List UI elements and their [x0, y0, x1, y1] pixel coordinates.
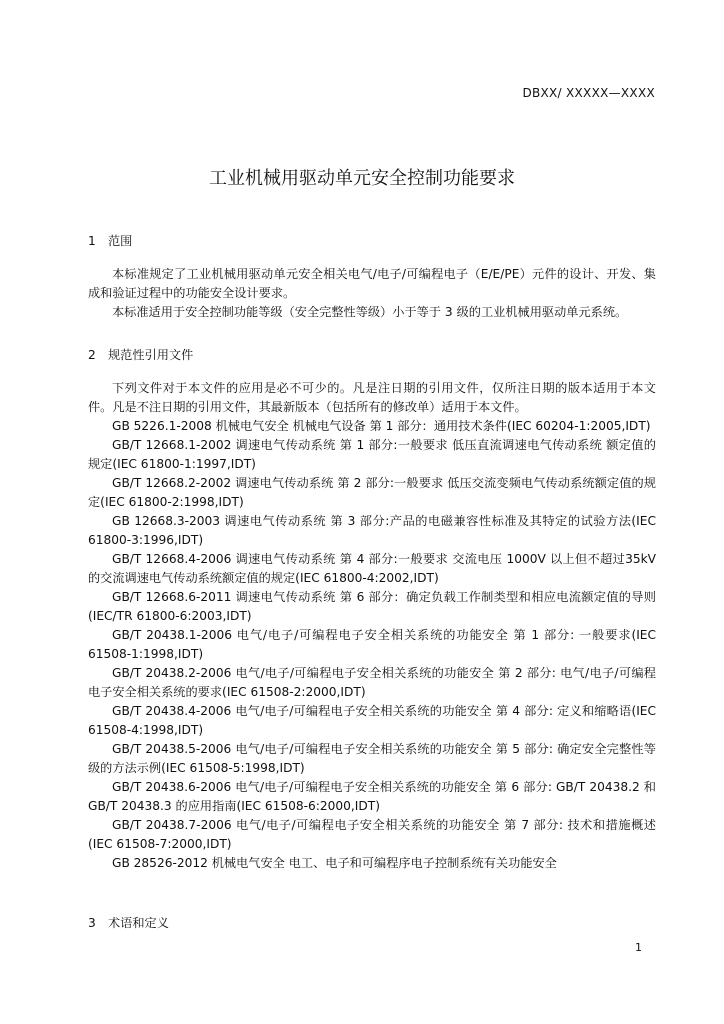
- references-body: [88, 379, 656, 873]
- scope-body: [88, 265, 656, 322]
- page-number: 1: [635, 941, 642, 954]
- reference-item: GB/T 20438.6-2006 电气/电子/可编程电子安全相关系统的功能安全 第 6 部分: GB/T 20438.2 和 GB/T 20438.3 的应用指南(IEC 61508-6:2000,IDT): [88, 780, 656, 813]
- scope-paragraph: 本标准规定了工业机械用驱动单元安全相关电气/电子/可编程电子（E/E/PE）元件的设计、开发、集成和验证过程中的功能安全设计要求。: [88, 267, 656, 300]
- reference-item: GB 12668.3-2003 调速电气传动系统 第 3 部分:产品的电磁兼容性标准及其特定的试验方法(IEC 61800-3:1996,IDT): [88, 514, 656, 547]
- reference-item: GB 5226.1-2008 机械电气安全 机械电气设备 第 1 部分：通用技术条件(IEC 60204-1:2005,IDT): [112, 419, 651, 433]
- section-number: 3: [88, 916, 96, 930]
- section-title: 范围: [108, 234, 133, 248]
- reference-item: GB/T 20438.2-2006 电气/电子/可编程电子安全相关系统的功能安全 第 2 部分: 电气/电子/可编程电子安全相关系统的要求(IEC 61508-2:2000,IDT): [88, 666, 656, 699]
- section-heading-scope: [88, 232, 132, 249]
- reference-item: GB/T 12668.1-2002 调速电气传动系统 第 1 部分:一般要求 低压直流调速电气传动系统 额定值的规定(IEC 61800-1:1997,IDT): [88, 438, 656, 471]
- document-title: 工业机械用驱动单元安全控制功能要求: [209, 168, 515, 189]
- section-heading-references: [88, 346, 193, 363]
- section-number: 1: [88, 234, 96, 248]
- reference-intro: 下列文件对于本文件的应用是必不可少的。凡是注日期的引用文件，仅所注日期的版本适用于本文件。凡是不注日期的引用文件，其最新版本（包括所有的修改单）适用于本文件。: [88, 381, 656, 414]
- reference-item: GB/T 20438.1-2006 电气/电子/可编程电子安全相关系统的功能安全 第 1 部分: 一般要求(IEC 61508-1:1998,IDT): [88, 628, 656, 661]
- scope-paragraph: 本标准适用于安全控制功能等级（安全完整性等级）小于等于 3 级的工业机械用驱动单元系统。: [112, 305, 628, 319]
- reference-item: GB 28526-2012 机械电气安全 电工、电子和可编程序电子控制系统有关功能安全: [112, 856, 557, 870]
- section-heading-terms: [88, 914, 169, 931]
- section-number: 2: [88, 348, 96, 362]
- reference-item: GB/T 20438.4-2006 电气/电子/可编程电子安全相关系统的功能安全 第 4 部分: 定义和缩略语(IEC 61508-4:1998,IDT): [88, 704, 656, 737]
- reference-item: GB/T 20438.5-2006 电气/电子/可编程电子安全相关系统的功能安全 第 5 部分: 确定安全完整性等级的方法示例(IEC 61508-5:1998,IDT): [88, 742, 656, 775]
- section-title: 规范性引用文件: [108, 348, 194, 362]
- document-code: DBXX/ XXXXX—XXXX: [522, 86, 655, 100]
- reference-item: GB/T 20438.7-2006 电气/电子/可编程电子安全相关系统的功能安全 第 7 部分: 技术和措施概述(IEC 61508-7:2000,IDT): [88, 818, 656, 851]
- reference-item: GB/T 12668.6-2011 调速电气传动系统 第 6 部分：确定负载工作制类型和相应电流额定值的导则(IEC/TR 61800-6:2003,IDT): [88, 590, 656, 623]
- section-title: 术语和定义: [108, 916, 169, 930]
- reference-item: GB/T 12668.2-2002 调速电气传动系统 第 2 部分:一般要求 低压交流变频电气传动系统额定值的规定(IEC 61800-2:1998,IDT): [88, 476, 656, 509]
- reference-item: GB/T 12668.4-2006 调速电气传动系统 第 4 部分:一般要求 交流电压 1000V 以上但不超过35kV 的交流调速电气传动系统额定值的规定(IEC 61800-4:2002,IDT): [88, 552, 656, 585]
